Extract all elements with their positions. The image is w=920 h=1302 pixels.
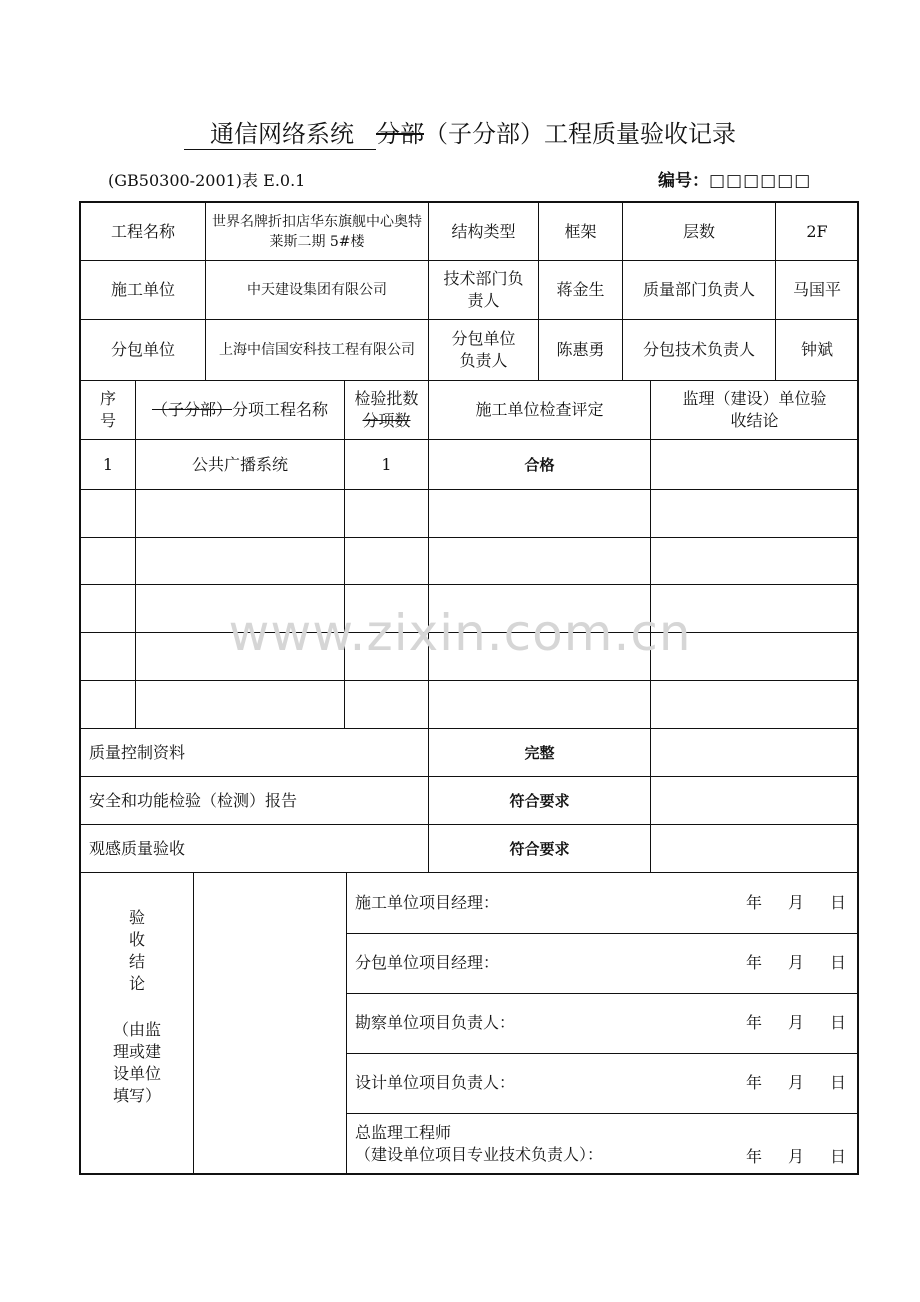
item-name-struck: （子分部） bbox=[151, 400, 232, 419]
tech-head-label: 技术部门负责人 bbox=[429, 261, 539, 320]
quality-head-value: 马国平 bbox=[776, 261, 859, 320]
summary-blank bbox=[651, 777, 859, 825]
table-row bbox=[81, 490, 859, 538]
subcontractor-value: 上海中信国安科技工程有限公司 bbox=[206, 320, 429, 381]
signature-label: 分包单位项目经理： bbox=[355, 953, 500, 972]
summary-value: 符合要求 bbox=[429, 825, 651, 873]
item-count bbox=[345, 490, 429, 538]
info-row bbox=[81, 320, 859, 381]
summary-blank bbox=[651, 825, 859, 873]
signature-date: 年 月 日 bbox=[745, 953, 846, 972]
item-result bbox=[429, 490, 651, 538]
acceptance-note-line: 设单位 bbox=[112, 1064, 161, 1083]
structure-type-value: 框架 bbox=[539, 203, 623, 261]
table-row bbox=[81, 440, 859, 490]
acceptance-table bbox=[80, 872, 859, 1174]
acceptance-note-line: 填写） bbox=[112, 1086, 161, 1105]
summary-label: 质量控制资料 bbox=[81, 729, 429, 777]
item-name: 公共广播系统 bbox=[136, 440, 345, 490]
document-code bbox=[658, 166, 811, 191]
item-seq: 1 bbox=[81, 440, 136, 490]
item-name bbox=[136, 681, 345, 729]
item-count: 1 bbox=[345, 440, 429, 490]
sub-head-label: 分包单位负责人 bbox=[429, 320, 539, 381]
signature-cell bbox=[347, 1054, 859, 1114]
code-label: 编号： bbox=[658, 171, 709, 191]
item-result bbox=[429, 681, 651, 729]
signature-label: 施工单位项目经理： bbox=[355, 892, 500, 912]
seq-header: 序号 bbox=[81, 381, 136, 440]
construction-unit-label: 施工单位 bbox=[81, 261, 206, 320]
acceptance-label-line: 验 bbox=[128, 908, 145, 927]
standard-reference: (GB50300-2001)表 E.0.1 bbox=[108, 171, 306, 190]
item-seq bbox=[81, 538, 136, 585]
floors-value: 2F bbox=[776, 203, 859, 261]
batch-count-header bbox=[345, 381, 429, 440]
acceptance-label-line: 收 bbox=[128, 930, 145, 949]
signature-cell bbox=[347, 1114, 859, 1174]
quality-head-label: 质量部门负责人 bbox=[623, 261, 776, 320]
project-name-value: 世界名牌折扣店华东旗舰中心奥特莱斯二期 5#楼 bbox=[206, 203, 429, 261]
sub-head-value: 陈惠勇 bbox=[539, 320, 623, 381]
info-row bbox=[81, 203, 859, 261]
struck-word: 分部 bbox=[376, 120, 424, 148]
item-count bbox=[345, 681, 429, 729]
acceptance-note-line: 理或建 bbox=[112, 1042, 161, 1061]
items-header-row bbox=[81, 381, 859, 440]
info-row bbox=[81, 261, 859, 320]
info-table bbox=[80, 202, 859, 381]
summary-blank bbox=[651, 729, 859, 777]
signature-cell bbox=[347, 934, 859, 994]
summary-row bbox=[81, 777, 859, 825]
item-name-header bbox=[136, 381, 345, 440]
item-seq bbox=[81, 681, 136, 729]
acceptance-label-cell bbox=[81, 873, 194, 1174]
signature-date: 年 月 日 bbox=[745, 1147, 846, 1166]
tech-head-value: 蒋金生 bbox=[539, 261, 623, 320]
summary-row bbox=[81, 825, 859, 873]
summary-value: 符合要求 bbox=[429, 777, 651, 825]
system-name: 通信网络系统 bbox=[184, 119, 376, 150]
signature-cell bbox=[347, 994, 859, 1054]
code-boxes: □□□□□□ bbox=[709, 171, 812, 191]
summary-value: 完整 bbox=[429, 729, 651, 777]
floors-label: 层数 bbox=[623, 203, 776, 261]
items-table bbox=[80, 380, 859, 729]
check-header: 施工单位检查评定 bbox=[429, 381, 651, 440]
signature-date: 年 月 日 bbox=[745, 1073, 846, 1092]
signature-cell bbox=[347, 873, 859, 934]
item-name bbox=[136, 538, 345, 585]
item-conclusion bbox=[651, 490, 859, 538]
signature-label: 设计单位项目负责人： bbox=[355, 1073, 516, 1092]
item-result bbox=[429, 538, 651, 585]
construction-unit-value: 中天建设集团有限公司 bbox=[206, 261, 429, 320]
signature-date: 年 月 日 bbox=[745, 1013, 846, 1032]
signature-label: 勘察单位项目负责人： bbox=[355, 1013, 516, 1032]
summary-label: 观感质量验收 bbox=[81, 825, 429, 873]
document-title bbox=[0, 114, 920, 150]
acceptance-label-line: 结 bbox=[128, 952, 145, 971]
structure-type-label: 结构类型 bbox=[429, 203, 539, 261]
project-name-label: 工程名称 bbox=[81, 203, 206, 261]
signature-label: 总监理工程师 （建设单位项目专业技术负责人）： bbox=[355, 1123, 604, 1164]
item-conclusion bbox=[651, 681, 859, 729]
batch-count-struck: 分项数 bbox=[362, 411, 411, 430]
watermark: www.zixin.com.cn bbox=[228, 604, 692, 662]
acceptance-row bbox=[81, 873, 859, 934]
batch-count-text: 检验批数 bbox=[354, 389, 419, 408]
summary-label: 安全和功能检验（检测）报告 bbox=[81, 777, 429, 825]
signature-date: 年 月 日 bbox=[745, 892, 846, 912]
sub-tech-head-value: 钟斌 bbox=[776, 320, 859, 381]
item-seq bbox=[81, 490, 136, 538]
item-conclusion bbox=[651, 538, 859, 585]
acceptance-note-line: （由监 bbox=[112, 1020, 161, 1039]
table-row bbox=[81, 681, 859, 729]
item-name-text: 分项工程名称 bbox=[232, 400, 329, 419]
title-rest: （子分部）工程质量验收记录 bbox=[424, 120, 736, 148]
subcontractor-label: 分包单位 bbox=[81, 320, 206, 381]
item-result: 合格 bbox=[429, 440, 651, 490]
summary-table bbox=[80, 728, 859, 873]
supervision-header: 监理（建设）单位验收结论 bbox=[651, 381, 859, 440]
item-conclusion bbox=[651, 440, 859, 490]
table-row bbox=[81, 538, 859, 585]
acceptance-blank bbox=[194, 873, 347, 1174]
item-name bbox=[136, 490, 345, 538]
sub-tech-head-label: 分包技术负责人 bbox=[623, 320, 776, 381]
summary-row bbox=[81, 729, 859, 777]
acceptance-label-line: 论 bbox=[128, 974, 145, 993]
item-count bbox=[345, 538, 429, 585]
